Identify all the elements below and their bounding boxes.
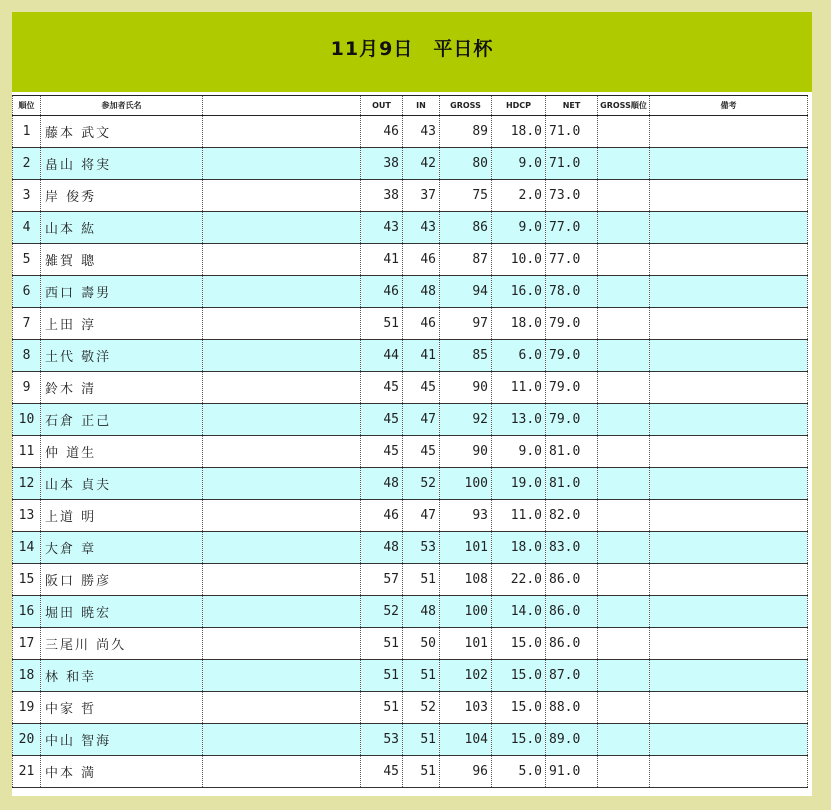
cell-note [650,308,808,340]
cell-rank: 13 [13,500,41,532]
cell-blank [203,404,361,436]
cell-rank: 4 [13,212,41,244]
table-row [13,692,808,724]
cell-gross: 92 [440,404,492,436]
cell-blank [203,308,361,340]
header-in: IN [403,96,440,116]
cell-note [650,372,808,404]
cell-hdcp: 10.0 [492,244,546,276]
cell-rank: 5 [13,244,41,276]
cell-note [650,628,808,660]
cell-name: 林 和幸 [41,660,203,692]
cell-blank [203,212,361,244]
table-row [13,212,808,244]
cell-out: 38 [361,180,403,212]
cell-rank: 12 [13,468,41,500]
cell-net: 71.0 [546,116,598,148]
cell-name: 中家 哲 [41,692,203,724]
cell-name: 山本 貞夫 [41,468,203,500]
table-row [13,180,808,212]
cell-in: 45 [403,436,440,468]
cell-hdcp: 11.0 [492,500,546,532]
cell-name: 鈴木 清 [41,372,203,404]
cell-note [650,148,808,180]
cell-hdcp: 9.0 [492,148,546,180]
cell-note [650,692,808,724]
cell-in: 50 [403,628,440,660]
cell-in: 52 [403,692,440,724]
table-row [13,340,808,372]
cell-name: 山本 紘 [41,212,203,244]
cell-gross-rank [598,596,650,628]
cell-name: 上田 淳 [41,308,203,340]
cell-hdcp: 22.0 [492,564,546,596]
header-name: 参加者氏名 [41,96,203,116]
cell-net: 82.0 [546,500,598,532]
table-row [13,724,808,756]
cell-gross-rank [598,244,650,276]
cell-rank: 20 [13,724,41,756]
cell-blank [203,532,361,564]
cell-rank: 11 [13,436,41,468]
cell-net: 81.0 [546,468,598,500]
cell-gross: 85 [440,340,492,372]
cell-blank [203,244,361,276]
cell-out: 52 [361,596,403,628]
table-row [13,308,808,340]
cell-out: 45 [361,436,403,468]
cell-name: 岸 俊秀 [41,180,203,212]
cell-blank [203,180,361,212]
cell-out: 45 [361,404,403,436]
cell-name: 西口 壽男 [41,276,203,308]
cell-name: 仲 道生 [41,436,203,468]
cell-net: 91.0 [546,756,598,788]
cell-in: 43 [403,212,440,244]
cell-in: 43 [403,116,440,148]
table-row [13,276,808,308]
table-row [13,756,808,788]
cell-gross: 89 [440,116,492,148]
cell-out: 43 [361,212,403,244]
cell-net: 77.0 [546,212,598,244]
cell-out: 57 [361,564,403,596]
header-out: OUT [361,96,403,116]
cell-rank: 15 [13,564,41,596]
cell-net: 87.0 [546,660,598,692]
cell-note [650,340,808,372]
table-row [13,564,808,596]
cell-gross: 101 [440,628,492,660]
cell-in: 45 [403,372,440,404]
table-row [13,404,808,436]
cell-gross-rank [598,628,650,660]
cell-blank [203,500,361,532]
cell-note [650,244,808,276]
cell-in: 53 [403,532,440,564]
cell-blank [203,148,361,180]
cell-in: 51 [403,660,440,692]
table-row [13,244,808,276]
header-blank [203,96,361,116]
header-net: NET [546,96,598,116]
table-row [13,628,808,660]
cell-in: 52 [403,468,440,500]
cell-note [650,180,808,212]
cell-gross: 101 [440,532,492,564]
cell-hdcp: 6.0 [492,340,546,372]
table-row [13,532,808,564]
cell-hdcp: 15.0 [492,692,546,724]
cell-rank: 6 [13,276,41,308]
cell-hdcp: 16.0 [492,276,546,308]
cell-net: 86.0 [546,564,598,596]
cell-out: 46 [361,500,403,532]
cell-note [650,564,808,596]
cell-gross-rank [598,500,650,532]
cell-gross-rank [598,436,650,468]
cell-blank [203,724,361,756]
table-row [13,148,808,180]
cell-rank: 17 [13,628,41,660]
cell-gross: 94 [440,276,492,308]
cell-name: 上道 明 [41,500,203,532]
cell-hdcp: 18.0 [492,308,546,340]
cell-name: 中本 満 [41,756,203,788]
cell-gross-rank [598,404,650,436]
cell-hdcp: 2.0 [492,180,546,212]
cell-rank: 2 [13,148,41,180]
table-row [13,116,808,148]
cell-name: 阪口 勝彦 [41,564,203,596]
cell-out: 48 [361,468,403,500]
cell-blank [203,436,361,468]
cell-gross-rank [598,756,650,788]
cell-hdcp: 13.0 [492,404,546,436]
cell-in: 51 [403,564,440,596]
cell-hdcp: 15.0 [492,724,546,756]
table-row [13,468,808,500]
cell-blank [203,564,361,596]
cell-hdcp: 18.0 [492,532,546,564]
cell-rank: 1 [13,116,41,148]
cell-note [650,660,808,692]
cell-gross: 100 [440,468,492,500]
cell-net: 79.0 [546,340,598,372]
header-rank: 順位 [13,96,41,116]
cell-out: 48 [361,532,403,564]
cell-note [650,756,808,788]
cell-blank [203,276,361,308]
cell-in: 41 [403,340,440,372]
cell-out: 45 [361,756,403,788]
cell-blank [203,596,361,628]
table-row [13,436,808,468]
cell-gross: 100 [440,596,492,628]
cell-out: 45 [361,372,403,404]
cell-net: 73.0 [546,180,598,212]
cell-gross: 104 [440,724,492,756]
cell-net: 79.0 [546,372,598,404]
cell-note [650,500,808,532]
cell-out: 51 [361,660,403,692]
cell-rank: 14 [13,532,41,564]
cell-blank [203,628,361,660]
cell-name: 畠山 将実 [41,148,203,180]
header-note: 備考 [650,96,808,116]
header-hdcp: HDCP [492,96,546,116]
cell-out: 51 [361,628,403,660]
cell-net: 81.0 [546,436,598,468]
cell-gross: 97 [440,308,492,340]
cell-in: 46 [403,308,440,340]
cell-gross-rank [598,692,650,724]
cell-rank: 9 [13,372,41,404]
cell-gross: 86 [440,212,492,244]
cell-net: 79.0 [546,308,598,340]
cell-gross-rank [598,148,650,180]
cell-blank [203,116,361,148]
cell-note [650,404,808,436]
cell-gross: 87 [440,244,492,276]
cell-name: 石倉 正己 [41,404,203,436]
cell-blank [203,372,361,404]
table-row [13,660,808,692]
cell-in: 48 [403,596,440,628]
cell-hdcp: 15.0 [492,660,546,692]
table-row [13,596,808,628]
cell-gross-rank [598,212,650,244]
cell-note [650,436,808,468]
cell-note [650,532,808,564]
cell-gross: 103 [440,692,492,724]
cell-hdcp: 18.0 [492,116,546,148]
table-row [13,500,808,532]
title-bar [12,12,812,92]
cell-in: 42 [403,148,440,180]
cell-net: 88.0 [546,692,598,724]
cell-in: 47 [403,500,440,532]
cell-note [650,212,808,244]
cell-blank [203,660,361,692]
cell-hdcp: 14.0 [492,596,546,628]
cell-net: 77.0 [546,244,598,276]
cell-hdcp: 9.0 [492,212,546,244]
cell-hdcp: 15.0 [492,628,546,660]
cell-net: 78.0 [546,276,598,308]
cell-name: 雑賀 聰 [41,244,203,276]
cell-name: 三尾川 尚久 [41,628,203,660]
cell-out: 38 [361,148,403,180]
cell-gross: 90 [440,436,492,468]
cell-gross-rank [598,468,650,500]
cell-gross: 102 [440,660,492,692]
cell-net: 86.0 [546,596,598,628]
cell-note [650,468,808,500]
cell-gross: 108 [440,564,492,596]
cell-gross-rank [598,564,650,596]
cell-blank [203,468,361,500]
cell-rank: 18 [13,660,41,692]
cell-rank: 7 [13,308,41,340]
cell-gross-rank [598,660,650,692]
cell-name: 中山 智海 [41,724,203,756]
header-gross-rank: GROSS順位 [598,96,650,116]
cell-rank: 10 [13,404,41,436]
cell-out: 51 [361,308,403,340]
cell-in: 48 [403,276,440,308]
header-row [13,96,808,116]
results-body [13,116,808,788]
cell-gross: 90 [440,372,492,404]
cell-net: 79.0 [546,404,598,436]
cell-gross-rank [598,116,650,148]
cell-net: 89.0 [546,724,598,756]
cell-gross: 75 [440,180,492,212]
cell-rank: 16 [13,596,41,628]
cell-net: 86.0 [546,628,598,660]
cell-net: 71.0 [546,148,598,180]
page-title: 11月9日 平日杯 [330,38,494,60]
cell-out: 46 [361,276,403,308]
cell-out: 53 [361,724,403,756]
cell-name: 藤本 武文 [41,116,203,148]
cell-gross-rank [598,276,650,308]
cell-gross-rank [598,340,650,372]
cell-note [650,116,808,148]
cell-name: 堀田 暁宏 [41,596,203,628]
cell-rank: 21 [13,756,41,788]
cell-hdcp: 11.0 [492,372,546,404]
cell-out: 51 [361,692,403,724]
cell-blank [203,756,361,788]
results-table [12,95,808,788]
cell-name: 土代 敬洋 [41,340,203,372]
cell-in: 51 [403,724,440,756]
cell-in: 37 [403,180,440,212]
cell-hdcp: 19.0 [492,468,546,500]
cell-gross: 80 [440,148,492,180]
cell-out: 46 [361,116,403,148]
cell-in: 47 [403,404,440,436]
table-row [13,372,808,404]
cell-out: 41 [361,244,403,276]
cell-name: 大倉 章 [41,532,203,564]
cell-gross-rank [598,724,650,756]
cell-in: 46 [403,244,440,276]
cell-blank [203,340,361,372]
cell-gross-rank [598,532,650,564]
results-sheet [12,12,812,796]
cell-note [650,276,808,308]
cell-rank: 8 [13,340,41,372]
cell-gross-rank [598,180,650,212]
cell-gross: 93 [440,500,492,532]
cell-note [650,724,808,756]
cell-rank: 19 [13,692,41,724]
cell-hdcp: 9.0 [492,436,546,468]
cell-out: 44 [361,340,403,372]
cell-net: 83.0 [546,532,598,564]
cell-gross-rank [598,372,650,404]
cell-hdcp: 5.0 [492,756,546,788]
cell-gross-rank [598,308,650,340]
cell-gross: 96 [440,756,492,788]
header-gross: GROSS [440,96,492,116]
cell-in: 51 [403,756,440,788]
cell-rank: 3 [13,180,41,212]
cell-note [650,596,808,628]
cell-blank [203,692,361,724]
